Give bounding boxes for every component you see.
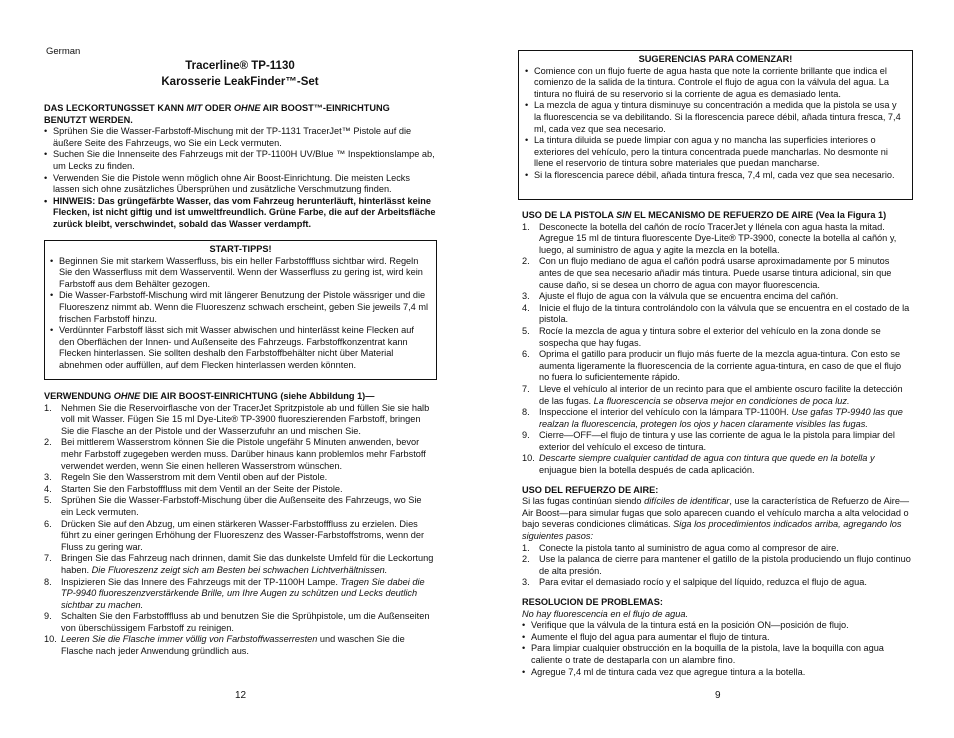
list-item: • Si la florescencia parece débil, añada tintura fresca, 7,4 ml, cada vez que sea necesario. — [525, 170, 906, 182]
heading-emphasis: MIT — [186, 103, 203, 113]
list-item — [522, 291, 912, 303]
step-text: Nehmen Sie die Reservoirflasche von der TracerJet Spritzpistole ab und füllen Sie sie halb voll mit Wasser. Fügen Sie 15 ml Dye-Lite® TP-3900 fluoreszierenden Farbstoff, bringen Sie die Flasche an der Pistole und der Wasserzufuhr an und mischen Sie. — [61, 402, 430, 436]
step-text: Starten Sie den Farbstofffluss mit dem Ventil an der Seite der Pistole. — [61, 483, 343, 494]
boost-heading: USO DEL REFUERZO DE AIRE: — [522, 484, 659, 495]
step-number: 5. — [44, 495, 52, 506]
step-text: Desconecte la botella del cañón de rocío TracerJet y llénela con agua hasta la mitad. Agregue 15 ml de tintura fluorescente Dye-Lite® TP-3900, conecte la botella al cañón y, luego, al suministro de agua y agite la mezcla en la botella. — [539, 221, 897, 255]
list-item — [44, 519, 436, 554]
tips-list — [50, 256, 431, 372]
step-number: 3. — [44, 472, 52, 483]
suggestions-heading: SUGERENCIAS PARA COMENZAR! — [638, 54, 793, 64]
step-text: Para evitar el demasiado rocío y el salpique del líquido, reduzca el flujo de agua. — [539, 577, 867, 588]
list-item — [44, 437, 436, 472]
step-text: Rocíe la mezcla de agua y tintura sobre el exterior del vehículo en la zona donde se sospecha que hay fugas. — [539, 325, 881, 348]
step-text: Regeln Sie den Wasserstrom mit dem Ventil oben auf der Pistole. — [61, 472, 328, 483]
list-item — [44, 403, 436, 438]
list-item — [522, 303, 912, 326]
list-item: • Verifique que la válvula de la tintura está en la posición ON—posición de flujo. — [522, 620, 912, 632]
step-number: 5. — [522, 325, 530, 336]
list-item: • HINWEIS: Das grüngefärbte Wasser, das vom Fahrzeug herunterläuft, hinterlässt keine Flecken, ist nicht giftig und ist umweltfreundlich. Grüne Farbe, die auf der Arbeitsfläche zurück bleibt, verschwindet, sobald das Wasser verdampft. — [44, 196, 436, 231]
list-item: • Para limpiar cualquier obstrucción en la boquilla de la pistola, lave la boquilla con agua caliente o trate de destaparla con un alambre fino. — [522, 643, 912, 666]
left-section-1 — [44, 103, 436, 231]
list-item — [44, 495, 436, 518]
step-number: 2. — [522, 554, 530, 565]
step-emphasis: Die Fluoreszenz zeigt sich am Besten bei schwachen Lichtverhältnissen. — [91, 564, 388, 575]
step-number: 6. — [522, 349, 530, 360]
tips-box — [44, 240, 437, 380]
step-text: Con un flujo mediano de agua el cañón podrá usarse aproximadamente por 5 minutos antes de que sea necesario añadir más tintura. Puede usarse tintura adicional, sin que cause daño, si se desea un chorro de agua con mayor fluorescencia. — [539, 256, 892, 290]
suggestions-box — [518, 50, 913, 200]
step-emphasis: Descarte siempre cualquier cantidad de agua con tintura que quede en la botella y — [539, 453, 875, 464]
tips-heading: START-TIPPS! — [209, 244, 272, 254]
list-item — [522, 554, 912, 577]
list-item — [522, 543, 912, 555]
list-item: • Beginnen Sie mit starkem Wasserfluss, bis ein heller Farbstofffluss sichtbar wird. Regeln Sie den Wasserfluss mit dem Wasserventil. Wenn der Wasserfluss zu gering ist, wird kein Farbstoff aus dem Behälter gezogen. — [50, 256, 431, 291]
heading-text: DIE AIR BOOST-EINRICHTUNG (siehe Abbildung 1)— — [140, 391, 375, 401]
list-item: • Verdünnter Farbstoff lässt sich mit Wasser abwischen und hinterlässt keine Flecken auf den Oberflächen der Innen- und Außenseite des Fahrzeugs. Farbstoffkonzentrat kann Flecken hinterlassen. Sie sollten deshalb den Farbstoffbehälter nicht über Material abnehmen oder auffüllen, auf dem Flecken hinterlassen werden könnten. — [50, 325, 431, 371]
heading-emphasis: OHNE — [233, 103, 261, 113]
list-item: • La tintura diluida se puede limpiar con agua y no mancha las superficies interiores o exteriores del vehículo, pero la tintura concentrada puede mancharlas. No desmonte ni llene el reservorio de tintura sobre materiales que puedan mancharse. — [525, 135, 906, 170]
list-item — [44, 553, 436, 576]
language-label: German — [46, 46, 81, 57]
step-number: 7. — [44, 553, 52, 564]
step-number: 10. — [44, 634, 57, 645]
list-item — [44, 577, 436, 612]
step-text: Sprühen Sie die Wasser-Farbstoff-Mischung über die Außenseite des Fahrzeugs, wo Sie ein Leck vermuten. — [61, 495, 422, 517]
step-number: 4. — [522, 302, 530, 313]
list-item — [522, 577, 912, 589]
boost-steps-list — [522, 543, 912, 589]
heading-text: ODER — [202, 103, 234, 113]
page-number-right: 9 — [715, 690, 721, 701]
list-item — [522, 453, 912, 476]
bullet-list — [44, 126, 436, 230]
step-text: und waschen Sie die Flasche nach jeder Anwendung gründlich aus. — [61, 634, 405, 657]
heading-text: BENUTZT WERDEN. — [44, 114, 133, 125]
step-text: Conecte la pistola tanto al suministro de agua como al compresor de aire. — [539, 542, 839, 553]
step-number: 6. — [44, 518, 52, 529]
list-item: • Suchen Sie die Innenseite des Fahrzeugs mit der TP-1100H UV/Blue ™ Inspektionslampe ab, um Lecks zu finden. — [44, 149, 436, 172]
step-text: Ajuste el flujo de agua con la válvula que se encuentra encima del cañón. — [539, 291, 839, 302]
heading-text: AIR BOOST™-EINRICHTUNG — [260, 103, 390, 113]
step-number: 1. — [522, 221, 530, 232]
step-text: Bringen Sie das Fahrzeug nach drinnen, damit Sie das dunkelste Umfeld für die Leckortung haben. — [61, 553, 434, 575]
left-section-use — [44, 391, 436, 658]
section-heading — [522, 210, 912, 222]
step-number: 1. — [44, 402, 52, 413]
step-text: Drücken Sie auf den Abzug, um einen stärkeren Wasser-Farbstofffluss zu erzielen. Dies führt zu einer geringen Erhöhung der Fluoreszenz des Wasser-Farbstoffstroms, wenn der Fluss zu gering war. — [61, 518, 425, 552]
step-number: 9. — [44, 611, 52, 622]
section-heading — [44, 391, 436, 403]
list-item: • Comience con un flujo fuerte de agua hasta que note la corriente brillante que indica el comienzo de la salida de la tintura. Controle el flujo de agua con la válvula del agua. La tintura no fluirá de su reservorio si la corriente de agua es demasiado lenta. — [525, 66, 906, 101]
step-text: enjuague bien la botella después de cada aplicación. — [539, 465, 755, 476]
title-line-2: Karosserie LeakFinder™-Set — [161, 76, 319, 88]
intro-emphasis: difíciles de identificar — [644, 496, 730, 507]
step-text: Bei mittlerem Wasserstrom können Sie die Pistole ungefähr 5 Minuten anwenden, bevor mehr Farbstoff zugegeben werden muss. Darüber hinaus kann problemlos mehr Farbstoff verwendet werden, wenn Sie einen helleren Wasserstrom wünschen. — [61, 437, 426, 471]
step-emphasis: Leeren Sie die Flasche immer völlig von Farbstoffwasserresten — [61, 634, 318, 645]
step-number: 2. — [522, 256, 530, 267]
list-item — [522, 222, 912, 257]
step-number: 8. — [522, 407, 530, 418]
trouble-sub-text: No hay fluorescencia en el flujo de agua. — [522, 608, 688, 619]
list-item — [44, 472, 436, 484]
suggestions-list — [525, 66, 906, 182]
list-item: • Aumente el flujo del agua para aumentar el flujo de tintura. — [522, 632, 912, 644]
intro-text: Si las fugas continúan siendo — [522, 496, 645, 507]
boost-intro — [522, 496, 912, 542]
step-number: 3. — [522, 577, 530, 588]
step-emphasis: La fluorescencia se observa mejor en condiciones de poca luz. — [593, 395, 850, 406]
list-item — [522, 326, 912, 349]
list-item — [522, 256, 912, 291]
heading-text: VERWENDUNG — [44, 391, 114, 401]
heading-emphasis: OHNE — [113, 391, 141, 401]
trouble-heading: RESOLUCION DE PROBLEMAS: — [522, 597, 663, 607]
heading-emphasis: SIN — [616, 210, 632, 220]
step-number: 1. — [522, 542, 530, 553]
step-text: Oprima el gatillo para producir un flujo más fuerte de la mezcla agua-tintura. Con esto se aumenta ligeramente la fluorescencia de la corriente agua-tintura, en caso de que el flujo no fuera lo suficientemente rápido. — [539, 349, 902, 383]
step-emphasis: Use gafas TP-9940 las que realzan la fluorescencia, protegen los ojos y hacen claramente visibles las fugas. — [539, 407, 903, 429]
list-item: • Sprühen Sie die Wasser-Farbstoff-Mischung mit der TP-1131 TracerJet™ Pistole auf die äußere Seite des Fahrzeugs, wo Sie ein Leck vermuten. — [44, 126, 436, 149]
heading-text: EL MECANISMO DE REFUERZO DE AIRE (Vea la Figura 1) — [631, 210, 887, 220]
step-number: 2. — [44, 437, 52, 448]
list-item — [522, 384, 912, 407]
step-number: 7. — [522, 383, 530, 394]
intro-text: , use la característica de Refuerzo de Aire—Air Boost—para simular fugas que solo aparecen cuando el vehículo marcha a alta velocidad o bajo severas condiciones climáticas. — [522, 496, 910, 530]
list-item: • Agregue 7,4 ml de tintura cada vez que agregue tintura a la botella. — [522, 667, 912, 679]
list-item — [44, 634, 436, 657]
step-text: Lleve el vehículo al interior de un recinto para que el ambiente oscuro facilite la detección de las fugas. — [539, 383, 903, 406]
section-heading — [44, 103, 436, 126]
step-number: 8. — [44, 576, 52, 587]
step-number: 9. — [522, 430, 530, 441]
trouble-list — [522, 620, 912, 678]
intro-emphasis: Siga los procedimientos indicados arriba, agregando los siguientes pasos: — [522, 519, 902, 542]
step-emphasis: Tragen Sie dabei die TP-9940 fluoreszenzverstärkende Brille, um Ihre Augen zu schützen und Lecks deutlich sichtbar zu machen. — [61, 576, 425, 610]
right-section-use — [522, 210, 912, 678]
step-text: Use la palanca de cierre para mantener el gatillo de la pistola produciendo un flujo continuo de alta presión. — [539, 554, 911, 576]
list-item: • Die Wasser-Farbstoff-Mischung wird mit längerer Benutzung der Pistole wässriger und die Fluoreszenz nimmt ab. Wenn die Fluoreszenz schwach erscheint, geben Sie jeweils 7,4 ml frischen Farbstoff hinzu. — [50, 290, 431, 325]
list-item — [44, 611, 436, 634]
list-item: • La mezcla de agua y tintura disminuye su concentración a medida que la pistola se usa y la fluorescencia se va debilitando. Si la florescencia parece débil, añada tintura fresca, 7,4 ml, cada vez que sea necesario. — [525, 100, 906, 135]
step-text: Inspizieren Sie das Innere des Fahrzeugs mit der TP-1100H Lampe. — [61, 576, 338, 587]
heading-text: USO DE LA PISTOLA — [522, 210, 617, 220]
trouble-subheading — [522, 609, 912, 621]
page-number-left: 12 — [235, 690, 247, 701]
page-title — [120, 58, 360, 90]
steps-list — [44, 403, 436, 658]
step-number: 3. — [522, 291, 530, 302]
list-item: • Verwenden Sie die Pistole wenn möglich ohne Air Boost-Einrichtung. Die meisten Lecks lassen sich ohne zusätzliches Übersprühen und zusätzliche Verschmutzung finden. — [44, 173, 436, 196]
step-text: Schalten Sie den Farbstofffluss ab und benutzen Sie die Sprühpistole, um die Außenseiten von überschüssigem Farbstoff zu reinigen. — [61, 611, 430, 633]
list-item — [522, 430, 912, 453]
step-text: Cierre—OFF—el flujo de tintura y use las corriente de agua le la pistola para limpiar del exterior del vehículo el exceso de tintura. — [539, 430, 895, 452]
list-item — [44, 484, 436, 496]
title-line-1: Tracerline® TP-1130 — [185, 60, 295, 72]
heading-text: DAS LECKORTUNGSSET KANN — [44, 103, 187, 113]
step-number: 4. — [44, 483, 52, 494]
step-text: Inspeccione el interior del vehículo con la lámpara TP-1100H. — [539, 407, 789, 418]
list-item — [522, 349, 912, 384]
step-number: 10. — [522, 453, 535, 464]
steps-list — [522, 222, 912, 477]
list-item — [522, 407, 912, 430]
step-text: Inicie el flujo de la tintura controlándolo con la válvula que se encuentra en el costado de la pistola. — [539, 302, 910, 325]
